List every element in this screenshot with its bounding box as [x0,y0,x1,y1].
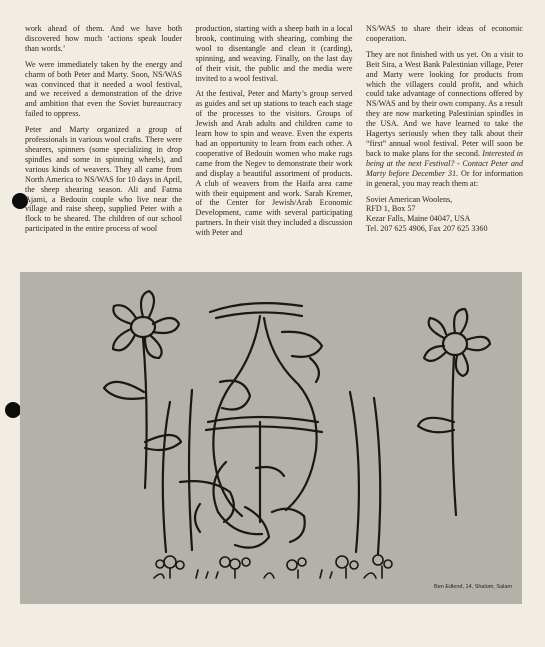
col2-paragraph-2: At the festival, Peter and Marty’s group served as guides and set up stations to teach each stage of the processes to the visitors. Groups of Jewish and Arab adults and children came to learn how to spin and weave. Even the experts had an opportunity to learn from each other. A cooperative of Bedouin women who make rugs came from the Negev to demonstrate their work and display a beautiful assortment of products. A club of weavers from the Haifa area came with their equipment and work. Sarah Kremer, of the Center for Jewish/Arab Economic Development, came with several participating partners. In their visit they included a discussion with Peter and [195,89,353,238]
col3-paragraph-1: NS/WAS to share their ideas of economic cooperation. [366,24,523,43]
col1-paragraph-2: We were immediately taken by the energy and charm of both Peter and Marty. Soon, NS/WAS was convinced that it needed a wool festival, and we received a demonstration of the drive and ambition that even the Soviet bureaucracy failed to oppress. [25,59,182,119]
column-2 [196,24,353,262]
col3-paragraph-2 [366,50,523,189]
shalom-letters-tree-icon [180,303,322,548]
col3-paragraph-2-text: They are not finished with us yet. On a visit to Beit Sira, a West Bank Palestinian village, Peter and Marty were looking for products from which the villagers could profit, and which could take advantage of connections offered by NS/WAS and by their own company. As a result they are now marketing Palestinian spindles in the USA. And we have learned to take the Hagertys seriously when they talk about their “first” annual wool festival. Peter will soon be back to make plans for the second. [366,49,523,158]
address-line-1: Soviet American Woolens, [366,194,453,204]
address-line-3: Kezar Falls, Maine 04047, USA [366,214,471,224]
right-trunk-outline [350,392,380,554]
col1-paragraph-1: work ahead of them. And we have both discovered how much ‘actions speak louder than words.’ [25,24,182,53]
address-line-2: RFD 1, Box 57 [366,204,416,214]
column-1 [25,24,182,262]
children-drawing [20,272,522,604]
article-columns [25,24,523,262]
col1-paragraph-3: Peter and Marty organized a group of professionals in various wool crafts. There were shearers, spinners (some specializing in drop spindles and some in spinning wheels), and various kinds of weavers. They all came from North America to NS/WAS for 10 days in April, the sheep shearing season. Ali and Fatma Ajami, a Bedouin couple who live near the village and raise sheep, supplied Peter with a flock to be sheared. The children of our school participated in the entire process of wool [25,125,182,234]
left-flower-icon [104,291,181,488]
right-flower-icon [418,309,490,515]
left-trunk-outline [163,390,192,552]
binder-hole-bottom [5,402,21,418]
address-line-4: Tel. 207 625 4906, Fax 207 625 3360 [366,224,488,234]
ground-flowers-icon [154,555,392,578]
drawing-sketch [20,272,522,604]
col2-paragraph-1: production, starting with a sheep bath in a local brook, continuing with shearing, combing the wool to disentangle and clean it (carding), spinning, and weaving. Finally, on the last day of their visit, the public and the media were invited to a wool festival. [195,24,353,83]
column-3 [366,24,523,262]
artwork-credit: Ben Edlend, 14, Shalom, Salam [434,584,512,590]
col3-paragraph-2-italic: Interested in being at the next Festival? - Contact Peter and Marty before December 31. [366,148,523,178]
col3-paragraph-2-end: Or for information in general, you may reach them at: [366,168,523,188]
